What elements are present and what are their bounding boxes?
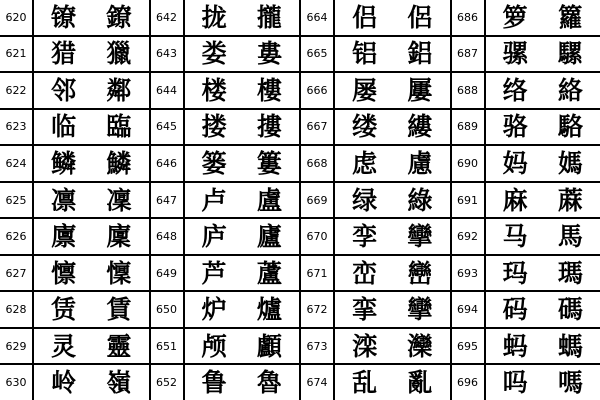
simplified-character: 猎 (51, 39, 77, 69)
simplified-character: 铝 (352, 39, 378, 69)
simplified-character: 岭 (51, 368, 77, 398)
traditional-character: 慮 (407, 148, 433, 178)
simplified-character: 乱 (352, 368, 378, 398)
entry-number: 621 (0, 37, 34, 72)
traditional-character: 懍 (106, 258, 132, 288)
table-row (452, 219, 600, 256)
simplified-character: 屡 (352, 75, 378, 105)
table-column-1 (0, 0, 151, 400)
entry-number: 644 (151, 73, 185, 108)
simplified-character: 骆 (502, 112, 528, 142)
table-row (452, 183, 600, 220)
traditional-character: 簍 (256, 148, 282, 178)
entry-number: 673 (301, 329, 335, 364)
simplified-character: 挛 (352, 295, 378, 325)
traditional-character: 摟 (256, 112, 282, 142)
character-pair (335, 365, 450, 400)
simplified-character: 镣 (51, 2, 77, 32)
simplified-character: 芦 (201, 258, 227, 288)
table-row (452, 37, 600, 74)
table-row (452, 256, 600, 293)
simplified-character: 麻 (502, 185, 528, 215)
character-pair (486, 183, 600, 218)
entry-number: 647 (151, 183, 185, 218)
entry-number: 648 (151, 219, 185, 254)
simplified-character: 绿 (352, 185, 378, 215)
character-pair (486, 365, 600, 400)
simplified-character: 虑 (352, 148, 378, 178)
table-row (0, 110, 149, 147)
simplified-character: 篓 (201, 148, 227, 178)
entry-number: 625 (0, 183, 34, 218)
character-pair (34, 219, 149, 254)
entry-number: 669 (301, 183, 335, 218)
traditional-character: 盧 (256, 185, 282, 215)
simplified-character: 卢 (201, 185, 227, 215)
simplified-character: 马 (502, 222, 528, 252)
entry-number: 643 (151, 37, 185, 72)
entry-number: 674 (301, 365, 335, 400)
traditional-character: 攏 (256, 2, 282, 32)
simplified-character: 鲁 (201, 368, 227, 398)
character-pair (34, 256, 149, 291)
traditional-character: 灤 (407, 331, 433, 361)
simplified-character: 妈 (502, 148, 528, 178)
table-row (452, 365, 600, 400)
table-row (0, 73, 149, 110)
entry-number: 630 (0, 365, 34, 400)
table-row (0, 256, 149, 293)
traditional-character: 爐 (256, 295, 282, 325)
traditional-character: 碼 (557, 295, 583, 325)
character-pair (486, 219, 600, 254)
simplified-character: 玛 (502, 258, 528, 288)
entry-number: 622 (0, 73, 34, 108)
entry-number: 694 (452, 292, 486, 327)
table-row (301, 146, 450, 183)
entry-number: 620 (0, 0, 34, 35)
entry-number: 666 (301, 73, 335, 108)
character-pair (185, 329, 300, 364)
traditional-character: 顱 (256, 331, 282, 361)
table-row (301, 0, 450, 37)
entry-number: 624 (0, 146, 34, 181)
traditional-character: 賃 (106, 295, 132, 325)
entry-number: 687 (452, 37, 486, 72)
traditional-character: 媽 (557, 148, 583, 178)
table-row (301, 365, 450, 400)
table-row (151, 183, 300, 220)
simplified-character: 搂 (201, 112, 227, 142)
table-row (452, 110, 600, 147)
table-row (301, 329, 450, 366)
entry-number: 652 (151, 365, 185, 400)
table-row (0, 146, 149, 183)
table-row (301, 292, 450, 329)
traditional-character: 廩 (106, 222, 132, 252)
table-row (151, 73, 300, 110)
character-pair (34, 146, 149, 181)
character-pair (185, 219, 300, 254)
table-row (151, 146, 300, 183)
simplified-character: 赁 (51, 295, 77, 325)
entry-number: 664 (301, 0, 335, 35)
simplified-character: 码 (502, 295, 528, 325)
traditional-character: 馬 (557, 222, 583, 252)
entry-number: 623 (0, 110, 34, 145)
traditional-character: 鐐 (106, 2, 132, 32)
entry-number: 650 (151, 292, 185, 327)
character-pair (335, 292, 450, 327)
character-pair (185, 365, 300, 400)
character-pair (185, 110, 300, 145)
traditional-character: 螞 (557, 331, 583, 361)
character-pair (185, 146, 300, 181)
simplified-character: 娄 (201, 39, 227, 69)
traditional-character: 籮 (557, 2, 583, 32)
simplified-character: 蚂 (502, 331, 528, 361)
table-row (301, 37, 450, 74)
table-row (452, 292, 600, 329)
table-row (0, 183, 149, 220)
character-pair (185, 37, 300, 72)
traditional-character: 鋁 (407, 39, 433, 69)
character-pair (34, 365, 149, 400)
character-pair (34, 110, 149, 145)
simplified-character: 吗 (502, 368, 528, 398)
entry-number: 642 (151, 0, 185, 35)
entry-number: 672 (301, 292, 335, 327)
table-row (0, 329, 149, 366)
simplified-character: 峦 (352, 258, 378, 288)
character-pair (34, 37, 149, 72)
simplified-character: 凛 (51, 185, 77, 215)
character-pair (486, 0, 600, 35)
traditional-character: 靈 (106, 331, 132, 361)
character-pair (486, 146, 600, 181)
table-row (452, 329, 600, 366)
character-pair (34, 183, 149, 218)
entry-number: 651 (151, 329, 185, 364)
table-row (151, 365, 300, 400)
entry-number: 670 (301, 219, 335, 254)
traditional-character: 臨 (106, 112, 132, 142)
character-pair (486, 256, 600, 291)
table-column-2 (151, 0, 302, 400)
character-pair (486, 110, 600, 145)
traditional-character: 亂 (407, 368, 433, 398)
character-pair (335, 219, 450, 254)
entry-number: 688 (452, 73, 486, 108)
simplified-character: 拢 (201, 2, 227, 32)
table-row (151, 256, 300, 293)
character-pair (185, 73, 300, 108)
simplified-character: 颅 (201, 331, 227, 361)
character-pair (34, 292, 149, 327)
character-pair (335, 256, 450, 291)
character-pair (185, 183, 300, 218)
table-row (151, 37, 300, 74)
character-pair (335, 37, 450, 72)
table-row (0, 365, 149, 400)
simplified-character: 骡 (502, 39, 528, 69)
character-pair (335, 329, 450, 364)
entry-number: 696 (452, 365, 486, 400)
table-row (301, 73, 450, 110)
simplified-character: 络 (502, 75, 528, 105)
character-pair (486, 292, 600, 327)
table-row (452, 146, 600, 183)
entry-number: 649 (151, 256, 185, 291)
table-row (151, 0, 300, 37)
table-row (151, 292, 300, 329)
character-pair (185, 256, 300, 291)
traditional-character: 騾 (557, 39, 583, 69)
traditional-character: 嗎 (557, 368, 583, 398)
character-pair (335, 183, 450, 218)
entry-number: 667 (301, 110, 335, 145)
traditional-character: 瑪 (557, 258, 583, 288)
table-row (301, 110, 450, 147)
character-pair (185, 292, 300, 327)
traditional-character: 綠 (407, 185, 433, 215)
traditional-character: 魯 (256, 368, 282, 398)
simplified-character: 灵 (51, 331, 77, 361)
entry-number: 628 (0, 292, 34, 327)
simplified-character: 鳞 (51, 148, 77, 178)
traditional-character: 攣 (407, 222, 433, 252)
simplified-character: 楼 (201, 75, 227, 105)
table-row (151, 329, 300, 366)
entry-number: 690 (452, 146, 486, 181)
simplified-character: 滦 (352, 331, 378, 361)
entry-number: 692 (452, 219, 486, 254)
traditional-character: 鄰 (106, 75, 132, 105)
traditional-character: 婁 (256, 39, 282, 69)
table-row (0, 219, 149, 256)
character-pair (34, 329, 149, 364)
character-pair (335, 73, 450, 108)
simplified-character: 懔 (51, 258, 77, 288)
entry-number: 627 (0, 256, 34, 291)
traditional-character: 蘆 (256, 258, 282, 288)
character-pair (185, 0, 300, 35)
character-pair (335, 146, 450, 181)
table-row (0, 37, 149, 74)
table-row (452, 0, 600, 37)
traditional-character: 駱 (557, 112, 583, 142)
character-pair (335, 0, 450, 35)
traditional-character: 樓 (256, 75, 282, 105)
traditional-character: 屢 (407, 75, 433, 105)
table-row (0, 0, 149, 37)
entry-number: 693 (452, 256, 486, 291)
simplified-character: 炉 (201, 295, 227, 325)
table-column-4 (452, 0, 600, 400)
simplified-character: 箩 (502, 2, 528, 32)
table-row (301, 183, 450, 220)
traditional-character: 嶺 (106, 368, 132, 398)
simplified-character: 邻 (51, 75, 77, 105)
table-row (301, 219, 450, 256)
entry-number: 668 (301, 146, 335, 181)
simplified-character: 临 (51, 112, 77, 142)
traditional-character: 侶 (407, 2, 433, 32)
table-row (151, 219, 300, 256)
traditional-character: 鱗 (106, 148, 132, 178)
simplified-character: 侣 (352, 2, 378, 32)
character-pair (34, 73, 149, 108)
entry-number: 691 (452, 183, 486, 218)
character-pair (335, 110, 450, 145)
character-pair (486, 329, 600, 364)
table-row (151, 110, 300, 147)
entry-number: 646 (151, 146, 185, 181)
entry-number: 686 (452, 0, 486, 35)
table-column-3 (301, 0, 452, 400)
traditional-character: 絡 (557, 75, 583, 105)
entry-number: 645 (151, 110, 185, 145)
table-row (452, 73, 600, 110)
character-pair (486, 37, 600, 72)
table-row (301, 256, 450, 293)
entry-number: 689 (452, 110, 486, 145)
traditional-character: 獵 (106, 39, 132, 69)
traditional-character: 凜 (106, 185, 132, 215)
table-row (0, 292, 149, 329)
traditional-character: 蔴 (557, 185, 583, 215)
character-pair (486, 73, 600, 108)
traditional-character: 巒 (407, 258, 433, 288)
entry-number: 665 (301, 37, 335, 72)
simplified-character: 庐 (201, 222, 227, 252)
entry-number: 629 (0, 329, 34, 364)
simplified-character: 廪 (51, 222, 77, 252)
entry-number: 695 (452, 329, 486, 364)
entry-number: 671 (301, 256, 335, 291)
simplified-character: 孪 (352, 222, 378, 252)
traditional-character: 廬 (256, 222, 282, 252)
character-pair (34, 0, 149, 35)
entry-number: 626 (0, 219, 34, 254)
simplified-character: 缕 (352, 112, 378, 142)
traditional-character: 縷 (407, 112, 433, 142)
traditional-character: 攣 (407, 295, 433, 325)
